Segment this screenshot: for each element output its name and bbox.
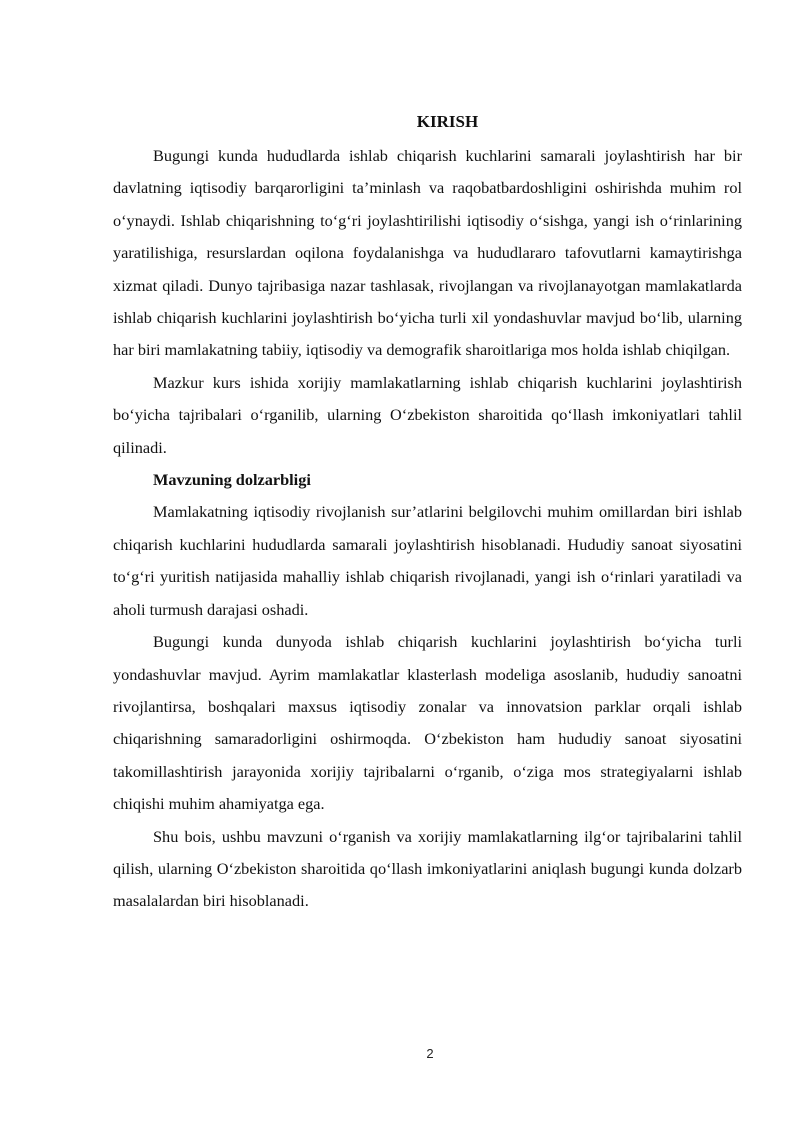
intro-paragraph-1: Bugungi kunda hududlarda ishlab chiqarish kuchlarini samarali joylashtirish har bir davlatning iqtisodiy barqarorligini ta’minlash va raqobatbardoshligini oshirishda muhim rol o‘ynaydi. Ishlab chiqarishning to‘g‘ri joylashtirilishi iqtisodiy o‘sishga, yangi ish o‘rinlarining yaratilishiga, resurslardan oqilona foydalanishga va hududlararo tafovutlarni kamaytirishga xizmat qiladi. Dunyo tajribasiga nazar tashlasak, rivojlangan va rivojlanayotgan mamlakatlarda ishlab chiqarish kuchlarini joylashtirish bo‘yicha turli xil yondashuvlar mavjud bo‘lib, ularning har biri mamlakatning tabiiy, iqtisodiy va demografik sharoitlariga mos holda ishlab chiqilgan. xyxy=(113,146,742,360)
page-number: 2 xyxy=(426,1046,434,1061)
page-title: KIRISH xyxy=(416,112,479,131)
intro-paragraph-2: Mazkur kurs ishida xorijiy mamlakatlarning ishlab chiqarish kuchlarini joylashtirish bo‘yicha tajribalari o‘rganilib, ularning O‘zbekiston sharoitida qo‘llash imkoniyatlari tahlil qilinadi. xyxy=(113,372,742,457)
section-paragraph-3: Shu bois, ushbu mavzuni o‘rganish va xorijiy mamlakatlarning ilg‘or tajribalarini tahlil qilish, ularning O‘zbekiston sharoitida qo‘llash imkoniyatlarini aniqlash bugungi kunda dolzarb masalalardan biri hisoblanadi. xyxy=(113,826,742,911)
section-paragraph-2: Bugungi kunda dunyoda ishlab chiqarish kuchlarini joylashtirish bo‘yicha turli yondashuvlar mavjud. Ayrim mamlakatlar klasterlash modeliga asoslanib, hududiy sanoatni rivojlantirsa, boshqalari maxsus iqtisodiy zonalar va innovatsion parklar orqali ishlab chiqarishning samaradorligini oshirmoqda. O‘zbekiston ham hududiy sanoat siyosatini takomillashtirish jarayonida xorijiy tajribalarni o‘rganib, o‘ziga mos strategiyalarni ishlab chiqishi muhim ahamiyatga ega. xyxy=(113,632,742,814)
section-paragraph-1: Mamlakatning iqtisodiy rivojlanish sur’atlarini belgilovchi muhim omillardan biri ishlab chiqarish kuchlarini hududlarda samarali joylashtirish hisoblanadi. Hududiy sanoat siyosatini to‘g‘ri yuritish natijasida mahalliy ishlab chiqarish rivojlanadi, yangi ish o‘rinlari yaratiladi va aholi turmush darajasi oshadi. xyxy=(113,502,742,619)
section-heading: Mavzuning dolzarbligi xyxy=(153,470,311,490)
document-page xyxy=(113,108,742,918)
